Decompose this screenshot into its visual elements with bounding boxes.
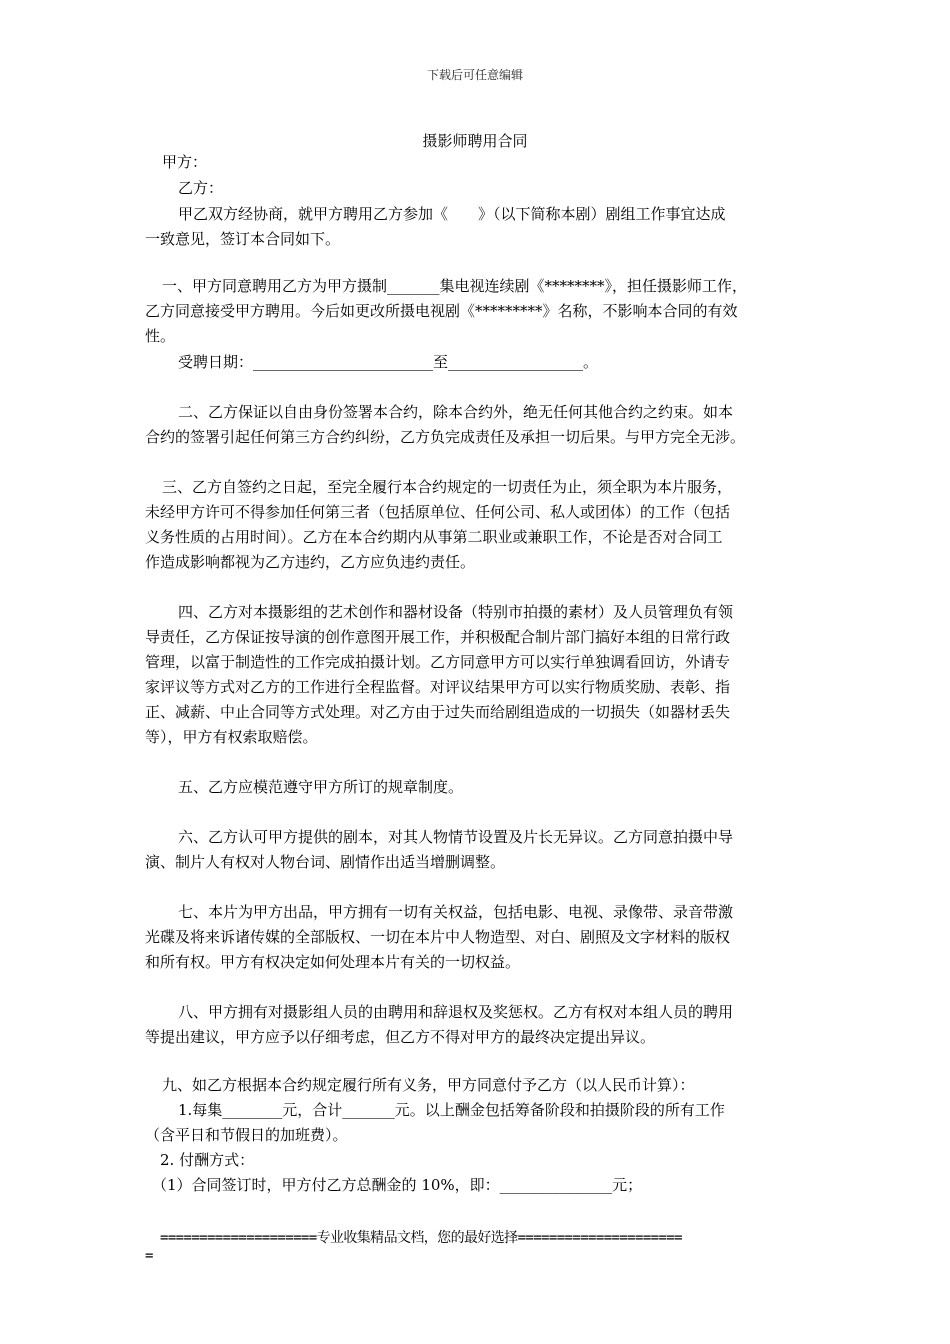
clause-2-line: 合约的签署引起任何第三方合约纠纷，乙方负完成责任及承担一切后果。与甲方完全无涉。 [145, 428, 746, 446]
clause-7-line: 和所有权。甲方有权决定如何处理本片有关的一切权益。 [145, 953, 521, 971]
contract-title: 摄影师聘用合同 [422, 132, 528, 150]
intro-line: 一致意见，签订本合同如下。 [145, 230, 341, 248]
clause-6-line: 演、制片人有权对人物台词、剧情作出适当增删调整。 [145, 853, 506, 871]
footer-banner: ====================专业收集精品文档，您的最好选择===================== [160, 1230, 682, 1246]
clause-3-line: 未经甲方许可不得参加任何第三者（包括原单位、任何公司、私人或团体）的工作（包括 [145, 503, 731, 521]
clause-2-line: 二、乙方保证以自由身份签署本合约，除本合约外，绝无任何其他合约之约束。如本 [178, 403, 734, 421]
clause-3-line: 义务性质的占用时间）。乙方在本合约期内从事第二职业或兼职工作，不论是否对合同工 [145, 528, 723, 546]
header-note: 下载后可任意编辑 [426, 68, 523, 82]
clause-5-line: 五、乙方应模范遵守甲方所订的规章制度。 [178, 778, 464, 796]
clause-9-line: 九、如乙方根据本合约规定履行所有义务，甲方同意付予乙方（以人民币计算）： [162, 1076, 695, 1094]
intro-line: 甲乙双方经协商，就甲方聘用乙方参加《 》（以下简称本剧）剧组工作事宜达成 [178, 205, 726, 223]
clause-9-line: （1）合同签订时，甲方付乙方总酬金的 10%，即：_______________元； [152, 1176, 643, 1194]
clause-4-line: 四、乙方对本摄影组的艺术创作和器材设备（特别市拍摄的素材）及人员管理负有领 [178, 603, 734, 621]
clause-4-line: 等），甲方有权索取赔偿。 [145, 728, 318, 746]
clause-4-line: 家评议等方式对乙方的工作进行全程监督。对评议结果甲方可以实行物质奖励、表彰、指 [145, 678, 731, 696]
clause-3-line: 三、乙方自签约之日起，至完全履行本合约规定的一切责任为止，须全职为本片服务， [162, 478, 733, 496]
clause-7-line: 七、本片为甲方出品，甲方拥有一切有关权益，包括电影、电视、录像带、录音带激 [178, 903, 734, 921]
clause-1-line: 性。 [145, 327, 176, 345]
clause-3-line: 作造成影响都视为乙方违约，乙方应负违约责任。 [145, 553, 476, 571]
clause-6-line: 六、乙方认可甲方提供的剧本，对其人物情节设置及片长无异议。乙方同意拍摄中导 [178, 828, 734, 846]
clause-4-line: 管理，以富于制造性的工作完成拍摄计划。乙方同意甲方可以实行单独调看回访，外请专 [145, 653, 731, 671]
clause-8-line: 等提出建议，甲方应予以仔细考虑，但乙方不得对甲方的最终决定提出异议。 [145, 1028, 656, 1046]
party-a-line: 甲方： [162, 153, 208, 171]
clause-1-line: 一、甲方同意聘用乙方为甲方摄制_______集电视连续剧《********》，担任摄影师工作， [162, 277, 748, 295]
clause-9-line: （含平日和节假日的加班费）。 [145, 1126, 348, 1144]
clause-1-line: 乙方同意接受甲方聘用。今后如更改所摄电视剧《*********》名称，不影响本合同的有效 [145, 302, 738, 320]
clause-7-line: 光碟及将来诉诸传媒的全部版权、一切在本片中人物造型、对白、剧照及文字材料的版权 [145, 928, 731, 946]
clause-4-line: 正、减薪、中止合同等方式处理。对乙方由于过失而给剧组造成的一切损失（如器材丢失 [145, 703, 731, 721]
clause-4-line: 导责任，乙方保证按导演的创作意图开展工作，并积极配合制片部门搞好本组的日常行政 [145, 628, 731, 646]
party-b-line: 乙方： [178, 179, 224, 197]
clause-9-line: 1.每集________元，合计_______元。以上酬金包括筹备阶段和拍摄阶段的所有工作 [178, 1101, 725, 1119]
footer-banner-tail: = [145, 1248, 154, 1264]
clause-9-line: 2. 付酬方式： [160, 1151, 255, 1169]
hire-date-line: 受聘日期：________________________至__________________。 [178, 353, 599, 371]
clause-8-line: 八、甲方拥有对摄影组人员的由聘用和辞退权及奖惩权。乙方有权对本组人员的聘用 [178, 1003, 734, 1021]
